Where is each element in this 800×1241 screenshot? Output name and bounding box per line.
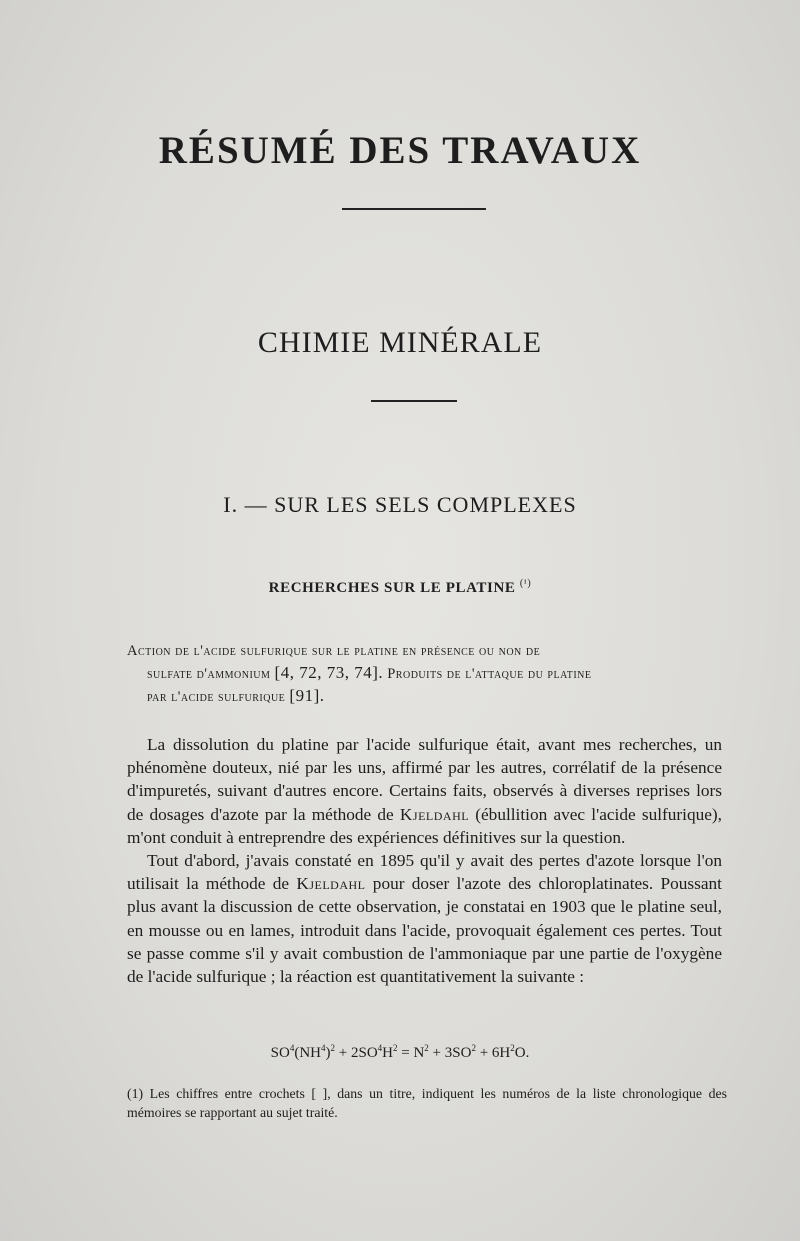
formula-part: = N <box>397 1045 425 1061</box>
formula-sup: 4 <box>321 1043 326 1053</box>
formula-sup: 2 <box>424 1043 429 1053</box>
action-line-2 <box>127 662 722 685</box>
action-line-1: Action de l'acide sulfurique sur le platine en présence ou non de <box>127 643 541 659</box>
section-heading: CHIMIE MINÉRALE <box>257 326 543 359</box>
formula-sup: 2 <box>471 1043 476 1053</box>
action-line-3 <box>127 685 722 708</box>
action-paragraph <box>127 640 722 708</box>
paragraph-1 <box>127 733 722 849</box>
title-rule <box>342 208 486 210</box>
action-text-2a: sulfate d'ammonium <box>147 666 271 682</box>
formula-part: O. <box>514 1045 530 1061</box>
footnote: (1) Les chiffres entre crochets [ ], dans un titre, indiquent les numéros de la liste chronologique des mémoires se rapportant au sujet traité. <box>127 1086 727 1120</box>
page-title: RÉSUMÉ DES TRAVAUX <box>158 129 642 172</box>
formula-part: ) <box>325 1045 331 1061</box>
memoir-numbers-1: [4, 72, 73, 74]. <box>274 663 384 682</box>
footnote-marker: (¹) <box>519 578 532 589</box>
paragraph-2 <box>127 849 722 988</box>
formula-part: + 6H <box>475 1045 511 1061</box>
paragraph-2-text-b: pour doser l'azote des chloroplatinates. Poussant plus avant la discussion de cette observation, je constatai en 1903 que le platine seul, en mousse ou en lames, introduit dans l'acide, provoquait également ces pertes. Tout se passe comme s'il y avait combustion de l'ammoniaque par une partie de l'oxygène de l'acide sulfurique ; la réaction est quantitativement la suivante : <box>127 874 722 987</box>
paragraph-2-text-a: Tout d'abord, j'avais constaté en 1895 qu'il y avait des pertes d'azote lorsque l'on utilisait la méthode de <box>127 851 722 894</box>
research-heading-text: RECHERCHES SUR LE PLATINE <box>268 580 516 596</box>
author-name: Kjeldahl <box>399 804 470 824</box>
memoir-numbers-2: [91]. <box>289 686 325 705</box>
paragraph-1-text-a: La dissolution du platine par l'acide sulfurique était, avant mes recherches, un phénomène douteux, nié par les uns, affirmé par les autres, corrélatif de la présence d'impuretés, suivant d'autres encore. Certains faits, observés à diverses reprises lors de dosages d'azote par la méthode de <box>127 735 722 824</box>
action-text-2b: Produits de l'attaque du platine <box>387 666 592 682</box>
formula-sup: 4 <box>377 1043 383 1053</box>
action-text-3a: par l'acide sulfurique <box>147 689 286 705</box>
formula-sup: 2 <box>330 1043 336 1053</box>
formula-part: (NH <box>294 1045 322 1061</box>
formula-sup: 4 <box>289 1043 295 1053</box>
formula-part: + 3SO <box>428 1045 472 1061</box>
author-name: Kjeldahl <box>296 874 366 894</box>
subsection-heading: I. — SUR LES SELS COMPLEXES <box>223 492 577 517</box>
formula-part: SO <box>270 1045 290 1061</box>
paragraph-1-text-b: (ébullition avec l'acide sulfurique), m'ont conduit à entreprendre des expériences définitives sur la question. <box>127 804 722 847</box>
research-heading <box>0 578 800 597</box>
body-text <box>127 733 722 988</box>
chemical-equation <box>0 1043 800 1062</box>
formula-sup: 2 <box>393 1043 398 1053</box>
formula-part: H <box>382 1045 393 1061</box>
section-rule <box>371 400 457 402</box>
formula-part: + 2SO <box>335 1045 378 1061</box>
formula-sup: 2 <box>510 1043 515 1053</box>
